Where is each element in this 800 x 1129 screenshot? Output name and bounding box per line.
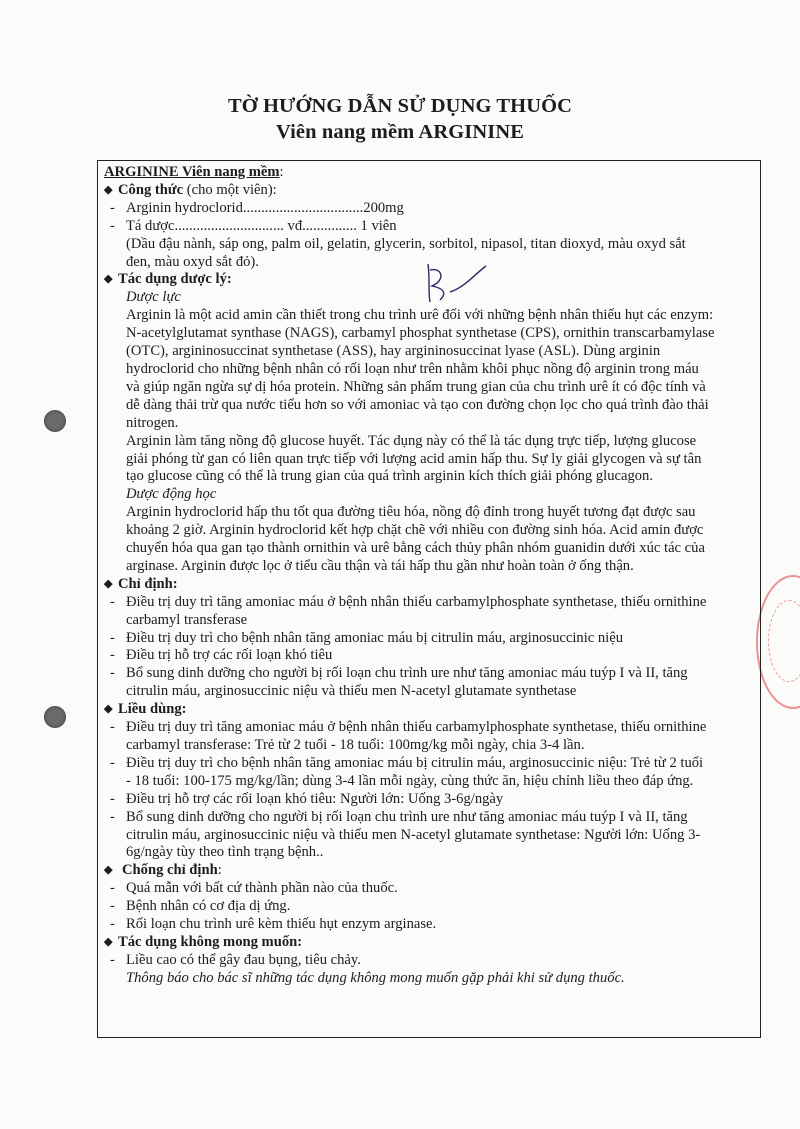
- list-item: - Liều cao có thể gây đau bụng, tiêu chảy.: [104, 952, 756, 970]
- list-item: - Arginin hydroclorid.................................200mg: [104, 200, 756, 218]
- subsection-duoc-dong-hoc: Dược động học: [126, 486, 217, 503]
- dash-icon: -: [110, 665, 115, 682]
- list-item: - Bổ sung dinh dưỡng cho người bị rối loạn chu trình ure như tăng amoniac máu tuýp I và II, tăng citrulin máu, arginosuccinic niệu và thiếu men N-acetyl glutamate synthetase: Người lớn: Uống 3- 6g/ngày tùy theo tình trạng bệnh..: [104, 809, 756, 863]
- content-box: [97, 160, 761, 1038]
- section-tac-dung-duoc-ly: ◆ Tác dụng dược lý:: [104, 271, 232, 288]
- dash-icon: -: [110, 593, 115, 610]
- list-item: - Quá mẫn với bất cứ thành phần nào của thuốc.: [104, 880, 756, 898]
- section-lieu-dung: ◆ Liều dùng:: [104, 701, 187, 718]
- diamond-icon: ◆: [104, 183, 113, 196]
- dash-icon: -: [110, 951, 115, 968]
- list-item: - Rối loạn chu trình urê kèm thiếu hụt enzym arginase.: [104, 916, 756, 934]
- dash-icon: -: [110, 719, 115, 736]
- paragraph-duoc-luc-1: Arginin là một acid amin cần thiết trong chu trình urê đối với những bệnh nhân thiếu hụt các enzym: N-acetylglutamat synthase (NAGS), carbamyl phosphat synthetase (CPS), ornithin transcarbamylase (OTC), argininosuccinat synthetase (ASS), hay argininosuccinat lyase (ASL). Dùng arginin hydroclorid cho những bệnh nhân có rối loạn như trên nhằm khôi phục nồng độ arginin trong máu và giúp ngăn ngừa sự dị hóa protein. Những sản phẩm trung gian của chu trình urê ít có độc tính và dễ dàng thải trừ qua nước tiểu hơn so với amoniac và tạo con đường chọn lọc cho quá trình đào thải nitrogen.: [126, 307, 715, 431]
- title-line-2: Viên nang mềm ARGININE: [275, 121, 525, 143]
- section-chi-dinh: ◆ Chỉ định:: [104, 575, 178, 592]
- list-item: - Điều trị duy trì tăng amoniac máu ở bệnh nhân thiếu carbamylphosphate synthetase, thiếu ornithine carbamyl transferase: Trẻ từ 2 tuổi - 18 tuổi: 100mg/kg mỗi ngày, chia 3-4 lần.: [104, 719, 756, 755]
- list-item: - Điều trị hỗ trợ các rối loạn khó tiêu: Người lớn: Uống 3-6g/ngày: [104, 791, 756, 809]
- diamond-icon: ◆: [104, 273, 113, 286]
- list-item: - Bệnh nhân có cơ địa dị ứng.: [104, 898, 756, 916]
- paragraph-duoc-luc-2: Arginin làm tăng nồng độ glucose huyết. Tác dụng này có thể là tác dụng trực tiếp, lượng glucose giải phóng từ gan có liên quan trực tiếp với lượng acid amin hấp thu. Sự ly giải glycogen và sự tân tạo glucose cũng có thể là trung gian của quá trình arginin kích thích giải phóng glucagon.: [126, 432, 702, 485]
- diamond-icon: ◆: [104, 703, 113, 716]
- dash-icon: -: [110, 808, 115, 825]
- dash-icon: -: [110, 880, 115, 897]
- dash-icon: -: [110, 790, 115, 807]
- section-tac-dung-khong-mong-muon: ◆ Tác dụng không mong muốn:: [104, 933, 303, 950]
- list-item: - Điều trị duy trì tăng amoniac máu ở bệnh nhân thiếu carbamylphosphate synthetase, thiếu ornithine carbamyl transferase: [104, 594, 756, 630]
- diamond-icon: ◆: [104, 864, 113, 877]
- section-chong-chi-dinh: ◆ Chống chỉ định:: [104, 862, 222, 879]
- excipients-note: (Dầu đậu nành, sáp ong, palm oil, gelatin, glycerin, sorbitol, nipasol, titan dioxyd, màu oxyd sắt đen, màu oxyd sắt đỏ).: [126, 235, 686, 270]
- paragraph-duoc-dong-hoc: Arginin hydroclorid hấp thu tốt qua đường tiêu hóa, nồng độ đỉnh trong huyết tương đạt được sau khoảng 2 giờ. Arginin hydroclorid kết hợp chặt chẽ với nhiều con đường sinh hóa. Acid amin được chuyển hóa qua gan tạo thành ornithin và urê bằng cách thủy phân nhóm guanidin dưới xúc tác của arginase. Arginin được lọc ở tiểu cầu thận và tái hấp thu gần như hoàn toàn ở ống thận.: [126, 504, 705, 574]
- box-header: ARGININE Viên nang mềm:: [104, 164, 284, 180]
- section-cong-thuc: ◆ Công thức (cho một viên):: [104, 181, 277, 198]
- document-title: [0, 93, 800, 145]
- list-item: - Điều trị duy trì cho bệnh nhân tăng amoniac máu bị citrulin máu, arginosuccinic niệu: Trẻ từ 2 tuổi - 18 tuổi: 100-175 mg/kg/lần; dùng 3-4 lần mỗi ngày, cùng thức ăn, hiệu chỉnh liều theo đáp ứng.: [104, 755, 756, 791]
- dash-icon: -: [110, 647, 115, 664]
- diamond-icon: ◆: [104, 935, 113, 948]
- diamond-icon: ◆: [104, 577, 113, 590]
- title-line-1: TỜ HƯỚNG DẪN SỬ DỤNG THUỐC: [227, 95, 573, 117]
- dash-icon: -: [110, 629, 115, 646]
- list-item: - Bổ sung dinh dưỡng cho người bị rối loạn chu trình ure như tăng amoniac máu tuýp I và II, tăng citrulin máu, arginosuccinic niệu và thiếu men N-acetyl glutamate synthetase: [104, 665, 756, 701]
- dash-icon: -: [110, 916, 115, 933]
- subsection-duoc-luc: Dược lực: [126, 289, 181, 306]
- punch-hole-top: [44, 410, 66, 432]
- list-item: - Điều trị duy trì cho bệnh nhân tăng amoniac máu bị citrulin máu, arginosuccinic niệu: [104, 630, 756, 648]
- dash-icon: -: [110, 199, 115, 216]
- adverse-report-note: Thông báo cho bác sĩ những tác dụng không mong muốn gặp phải khi sử dụng thuốc.: [126, 969, 625, 986]
- list-item: - Tá dược.............................. vđ............... 1 viên: [104, 218, 756, 236]
- punch-hole-bottom: [44, 706, 66, 728]
- dash-icon: -: [110, 217, 115, 234]
- dash-icon: -: [110, 898, 115, 915]
- dash-icon: -: [110, 754, 115, 771]
- list-item: - Điều trị hỗ trợ các rối loạn khó tiêu: [104, 647, 756, 665]
